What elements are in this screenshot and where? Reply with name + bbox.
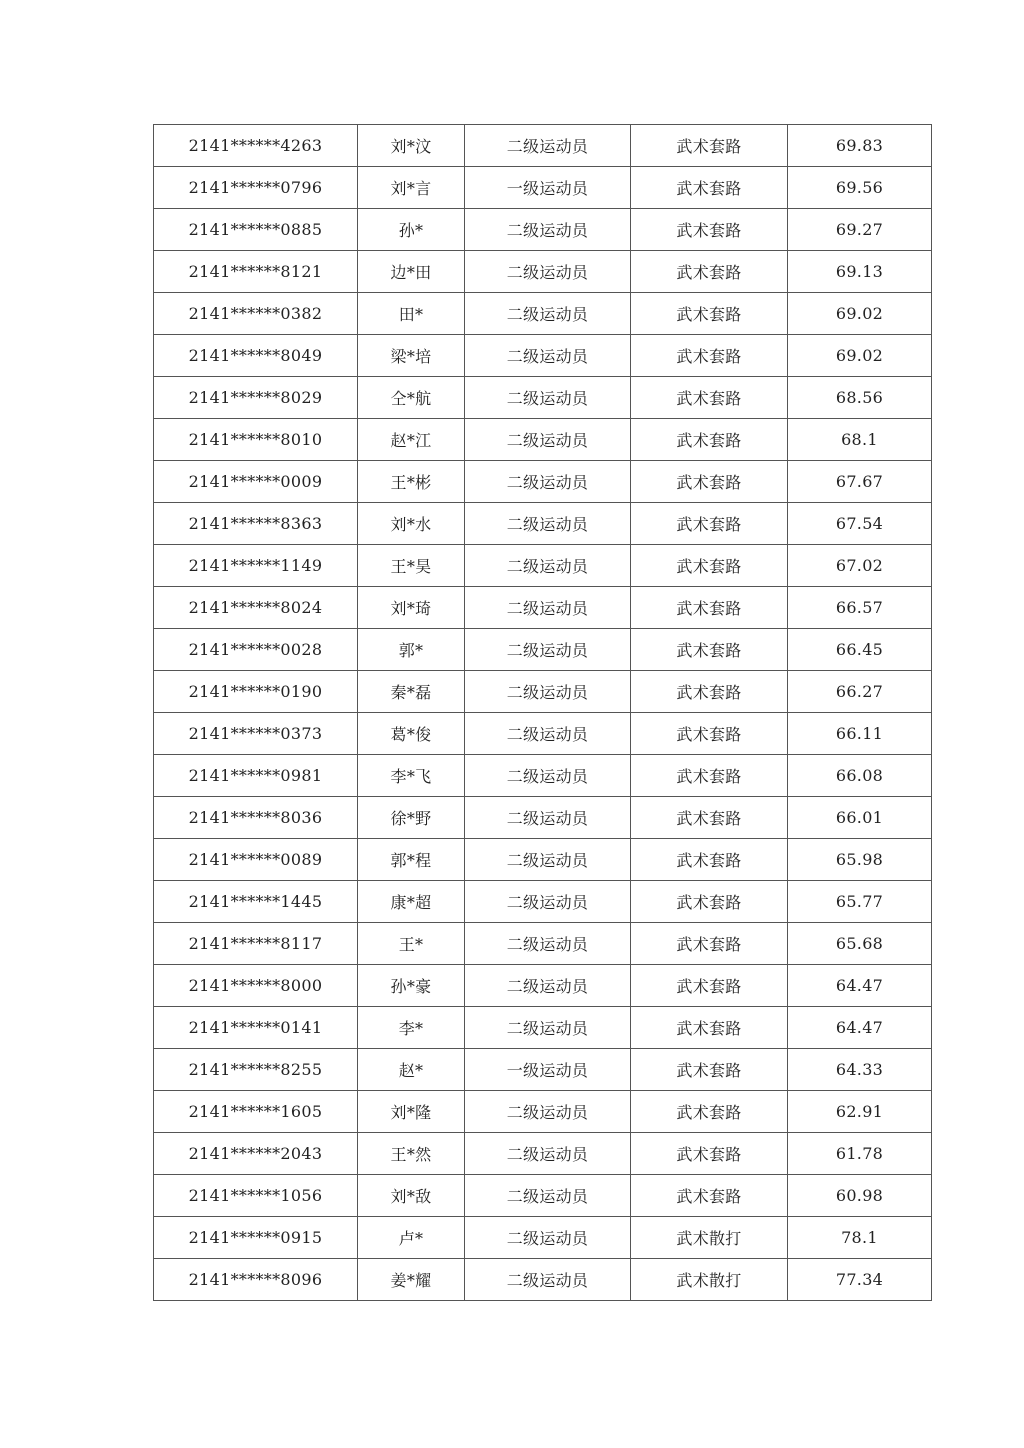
table-row	[154, 629, 932, 671]
event-cell: 武术套路	[631, 1175, 788, 1217]
event-cell: 武术套路	[631, 755, 788, 797]
athlete-level-cell: 二级运动员	[465, 965, 631, 1007]
score-cell: 64.33	[788, 1049, 932, 1091]
candidate-name-cell: 姜*耀	[358, 1259, 465, 1301]
event-cell: 武术套路	[631, 545, 788, 587]
athlete-level-cell: 二级运动员	[465, 209, 631, 251]
table-row	[154, 545, 932, 587]
score-cell: 66.57	[788, 587, 932, 629]
event-cell: 武术套路	[631, 1091, 788, 1133]
table-row	[154, 377, 932, 419]
event-cell: 武术套路	[631, 335, 788, 377]
event-cell: 武术套路	[631, 587, 788, 629]
score-cell: 67.02	[788, 545, 932, 587]
candidate-name-cell: 刘*水	[358, 503, 465, 545]
candidate-name-cell: 边*田	[358, 251, 465, 293]
candidate-name-cell: 卢*	[358, 1217, 465, 1259]
score-cell: 61.78	[788, 1133, 932, 1175]
athlete-level-cell: 二级运动员	[465, 293, 631, 335]
score-cell: 69.02	[788, 293, 932, 335]
candidate-name-cell: 刘*言	[358, 167, 465, 209]
event-cell: 武术套路	[631, 251, 788, 293]
event-cell: 武术套路	[631, 797, 788, 839]
table-row	[154, 251, 932, 293]
athlete-level-cell: 二级运动员	[465, 881, 631, 923]
athlete-level-cell: 二级运动员	[465, 797, 631, 839]
event-cell: 武术套路	[631, 293, 788, 335]
event-cell: 武术套路	[631, 503, 788, 545]
candidate-id-cell: 2141******0009	[154, 461, 358, 503]
table-row	[154, 965, 932, 1007]
athlete-level-cell: 二级运动员	[465, 335, 631, 377]
athlete-level-cell: 二级运动员	[465, 1217, 631, 1259]
candidate-id-cell: 2141******8036	[154, 797, 358, 839]
event-cell: 武术套路	[631, 461, 788, 503]
candidate-id-cell: 2141******0089	[154, 839, 358, 881]
candidate-id-cell: 2141******8096	[154, 1259, 358, 1301]
athlete-level-cell: 二级运动员	[465, 755, 631, 797]
athlete-level-cell: 二级运动员	[465, 1259, 631, 1301]
score-cell: 65.98	[788, 839, 932, 881]
candidate-name-cell: 徐*野	[358, 797, 465, 839]
athlete-level-cell: 二级运动员	[465, 587, 631, 629]
candidate-id-cell: 2141******0190	[154, 671, 358, 713]
athlete-level-cell: 二级运动员	[465, 671, 631, 713]
table-row	[154, 1049, 932, 1091]
score-cell: 66.08	[788, 755, 932, 797]
table-row	[154, 881, 932, 923]
score-cell: 67.67	[788, 461, 932, 503]
candidate-name-cell: 郭*	[358, 629, 465, 671]
score-cell: 62.91	[788, 1091, 932, 1133]
athlete-level-cell: 二级运动员	[465, 545, 631, 587]
candidate-name-cell: 葛*俊	[358, 713, 465, 755]
candidate-name-cell: 仝*航	[358, 377, 465, 419]
table-row	[154, 1091, 932, 1133]
table-row	[154, 125, 932, 167]
candidate-name-cell: 刘*汶	[358, 125, 465, 167]
score-cell: 69.83	[788, 125, 932, 167]
score-cell: 78.1	[788, 1217, 932, 1259]
score-cell: 68.56	[788, 377, 932, 419]
event-cell: 武术套路	[631, 377, 788, 419]
candidate-id-cell: 2141******0141	[154, 1007, 358, 1049]
score-cell: 69.56	[788, 167, 932, 209]
candidate-id-cell: 2141******8024	[154, 587, 358, 629]
event-cell: 武术套路	[631, 125, 788, 167]
candidate-id-cell: 2141******8121	[154, 251, 358, 293]
event-cell: 武术散打	[631, 1259, 788, 1301]
candidate-name-cell: 王*然	[358, 1133, 465, 1175]
candidate-id-cell: 2141******2043	[154, 1133, 358, 1175]
candidate-name-cell: 王*昊	[358, 545, 465, 587]
athlete-level-cell: 二级运动员	[465, 839, 631, 881]
athlete-level-cell: 二级运动员	[465, 125, 631, 167]
event-cell: 武术套路	[631, 629, 788, 671]
athlete-level-cell: 二级运动员	[465, 1091, 631, 1133]
candidate-id-cell: 2141******1605	[154, 1091, 358, 1133]
candidate-id-cell: 2141******1149	[154, 545, 358, 587]
candidate-id-cell: 2141******4263	[154, 125, 358, 167]
candidate-name-cell: 王*彬	[358, 461, 465, 503]
athlete-level-cell: 二级运动员	[465, 419, 631, 461]
score-cell: 69.02	[788, 335, 932, 377]
score-cell: 60.98	[788, 1175, 932, 1217]
athlete-level-cell: 二级运动员	[465, 629, 631, 671]
event-cell: 武术套路	[631, 671, 788, 713]
candidate-id-cell: 2141******1056	[154, 1175, 358, 1217]
table-row	[154, 293, 932, 335]
event-cell: 武术套路	[631, 1007, 788, 1049]
athlete-level-cell: 二级运动员	[465, 923, 631, 965]
table-row	[154, 419, 932, 461]
event-cell: 武术套路	[631, 1049, 788, 1091]
score-cell: 66.27	[788, 671, 932, 713]
score-cell: 66.01	[788, 797, 932, 839]
candidate-id-cell: 2141******8010	[154, 419, 358, 461]
results-table-body	[154, 125, 932, 1301]
candidate-id-cell: 2141******8049	[154, 335, 358, 377]
event-cell: 武术套路	[631, 209, 788, 251]
table-row	[154, 335, 932, 377]
score-cell: 65.68	[788, 923, 932, 965]
score-cell: 64.47	[788, 1007, 932, 1049]
event-cell: 武术套路	[631, 839, 788, 881]
candidate-name-cell: 孙*豪	[358, 965, 465, 1007]
table-row	[154, 1133, 932, 1175]
candidate-id-cell: 2141******8117	[154, 923, 358, 965]
candidate-name-cell: 赵*	[358, 1049, 465, 1091]
candidate-id-cell: 2141******8255	[154, 1049, 358, 1091]
candidate-name-cell: 王*	[358, 923, 465, 965]
candidate-id-cell: 2141******0373	[154, 713, 358, 755]
event-cell: 武术套路	[631, 881, 788, 923]
candidate-name-cell: 孙*	[358, 209, 465, 251]
table-row	[154, 839, 932, 881]
candidate-id-cell: 2141******0981	[154, 755, 358, 797]
candidate-name-cell: 梁*培	[358, 335, 465, 377]
table-row	[154, 1007, 932, 1049]
candidate-name-cell: 田*	[358, 293, 465, 335]
event-cell: 武术套路	[631, 923, 788, 965]
candidate-name-cell: 秦*磊	[358, 671, 465, 713]
candidate-id-cell: 2141******0028	[154, 629, 358, 671]
candidate-name-cell: 刘*琦	[358, 587, 465, 629]
candidate-id-cell: 2141******0885	[154, 209, 358, 251]
athlete-level-cell: 二级运动员	[465, 503, 631, 545]
candidate-id-cell: 2141******1445	[154, 881, 358, 923]
table-row	[154, 167, 932, 209]
athlete-level-cell: 二级运动员	[465, 251, 631, 293]
candidate-name-cell: 李*	[358, 1007, 465, 1049]
candidate-id-cell: 2141******8000	[154, 965, 358, 1007]
table-row	[154, 503, 932, 545]
table-row	[154, 755, 932, 797]
candidate-name-cell: 郭*程	[358, 839, 465, 881]
athlete-level-cell: 二级运动员	[465, 1007, 631, 1049]
event-cell: 武术套路	[631, 167, 788, 209]
athlete-level-cell: 二级运动员	[465, 461, 631, 503]
athlete-level-cell: 二级运动员	[465, 1175, 631, 1217]
score-cell: 77.34	[788, 1259, 932, 1301]
athlete-level-cell: 一级运动员	[465, 167, 631, 209]
candidate-name-cell: 刘*隆	[358, 1091, 465, 1133]
table-row	[154, 1259, 932, 1301]
candidate-id-cell: 2141******0796	[154, 167, 358, 209]
table-row	[154, 1217, 932, 1259]
score-cell: 69.13	[788, 251, 932, 293]
table-row	[154, 461, 932, 503]
score-cell: 64.47	[788, 965, 932, 1007]
score-cell: 69.27	[788, 209, 932, 251]
table-row	[154, 587, 932, 629]
candidate-name-cell: 刘*敌	[358, 1175, 465, 1217]
candidate-id-cell: 2141******0382	[154, 293, 358, 335]
table-row	[154, 923, 932, 965]
candidate-id-cell: 2141******0915	[154, 1217, 358, 1259]
event-cell: 武术套路	[631, 419, 788, 461]
event-cell: 武术散打	[631, 1217, 788, 1259]
event-cell: 武术套路	[631, 1133, 788, 1175]
athlete-level-cell: 二级运动员	[465, 713, 631, 755]
candidate-id-cell: 2141******8363	[154, 503, 358, 545]
candidate-name-cell: 李*飞	[358, 755, 465, 797]
results-table	[153, 124, 932, 1301]
event-cell: 武术套路	[631, 965, 788, 1007]
candidate-id-cell: 2141******8029	[154, 377, 358, 419]
athlete-level-cell: 一级运动员	[465, 1049, 631, 1091]
score-cell: 65.77	[788, 881, 932, 923]
table-row	[154, 209, 932, 251]
score-cell: 66.11	[788, 713, 932, 755]
athlete-level-cell: 二级运动员	[465, 377, 631, 419]
athlete-level-cell: 二级运动员	[465, 1133, 631, 1175]
event-cell: 武术套路	[631, 713, 788, 755]
table-row	[154, 1175, 932, 1217]
score-cell: 66.45	[788, 629, 932, 671]
table-row	[154, 797, 932, 839]
table-row	[154, 671, 932, 713]
candidate-name-cell: 康*超	[358, 881, 465, 923]
candidate-name-cell: 赵*江	[358, 419, 465, 461]
table-row	[154, 713, 932, 755]
score-cell: 68.1	[788, 419, 932, 461]
score-cell: 67.54	[788, 503, 932, 545]
